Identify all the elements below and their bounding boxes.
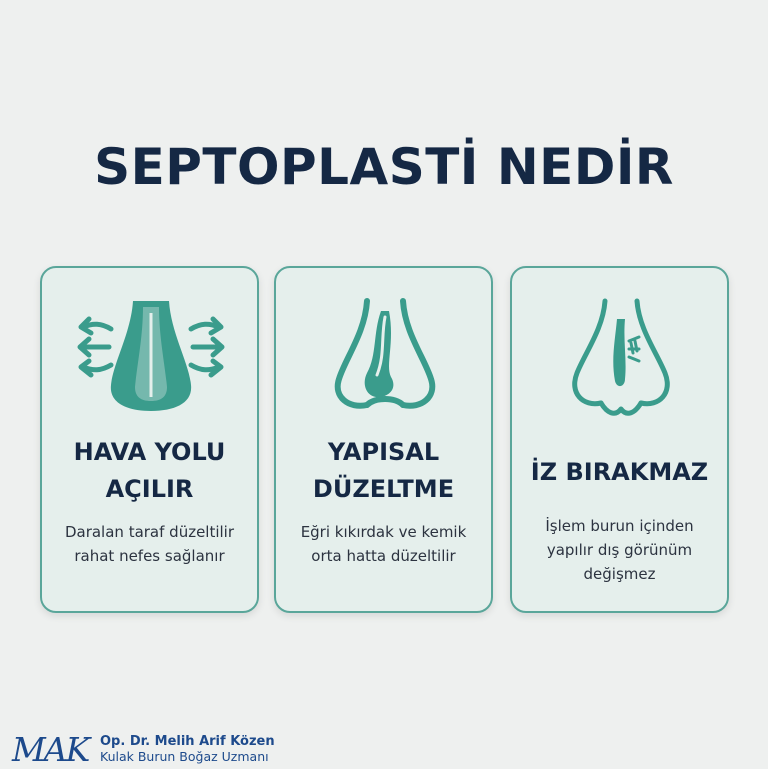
card-heading: HAVA YOLU AÇILIR (73, 438, 226, 503)
card-structural (274, 266, 493, 613)
card-heading: YAPISAL DÜZELTME (312, 438, 455, 503)
nose-internal-incision-icon (541, 293, 701, 423)
brand-footer (12, 726, 312, 769)
card-description: İşlem burun içinden yapılır dış görünüm değişmez (545, 517, 694, 583)
card-heading: İZ BIRAKMAZ (530, 458, 709, 486)
card-description: Eğri kıkırdak ve kemik orta hatta düzeltilir (300, 523, 467, 565)
brand-logo: MAK (12, 730, 89, 769)
card-airway (40, 266, 259, 613)
nose-septum-icon (305, 293, 465, 423)
card-no-scar (510, 266, 729, 613)
page-title: SEPTOPLASTİ NEDİR (94, 138, 674, 196)
card-description: Daralan taraf düzeltilir rahat nefes sağlanır (64, 523, 235, 565)
doctor-name: Op. Dr. Melih Arif Közen (100, 734, 275, 749)
nose-airflow-icon (71, 293, 231, 423)
doctor-title: Kulak Burun Boğaz Uzmanı (100, 749, 269, 764)
